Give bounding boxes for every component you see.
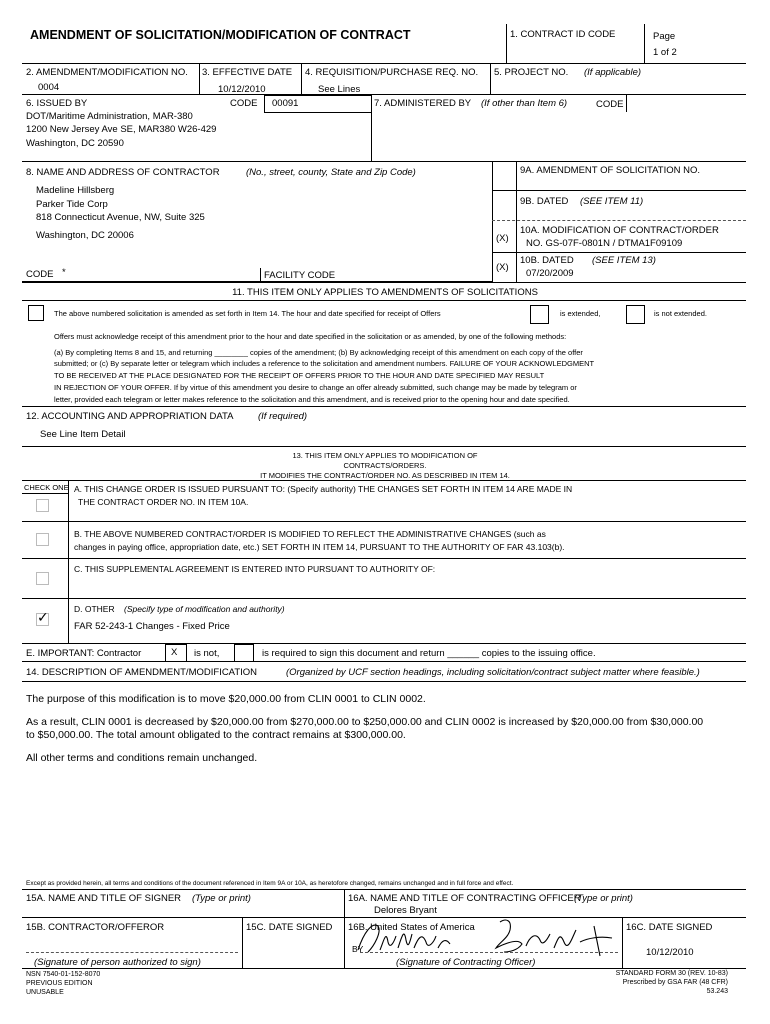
- item14-hint: (Organized by UCF section headings, including solicitation/contract subject matter where feasible.): [286, 667, 700, 678]
- rule: [26, 952, 238, 953]
- b10a-value: NO. GS-07F-0801N / DTMA1F09109: [526, 238, 683, 249]
- sig-15-hint: (Signature of person authorized to sign): [34, 957, 201, 968]
- rule: [22, 661, 746, 662]
- b10b-hint: (SEE ITEM 13): [592, 255, 656, 266]
- b16a-hint: (Type or print): [574, 893, 633, 904]
- rule: [22, 681, 746, 682]
- rule: [301, 63, 302, 95]
- is-required-checkbox[interactable]: [234, 644, 254, 662]
- b16a-label: 16A. NAME AND TITLE OF CONTRACTING OFFICER: [348, 893, 581, 904]
- is-extended-label: is extended,: [560, 309, 601, 318]
- b15b-label: 15B. CONTRACTOR/OFFEROR: [26, 922, 165, 933]
- rule: [22, 968, 746, 969]
- rule: [371, 94, 372, 162]
- methods-line5: letter, provided each telegram or letter makes reference to the solicitation and this amendment, and is received prior to the opening hour and date specified.: [54, 395, 570, 404]
- rule: [22, 63, 746, 64]
- rule: [360, 952, 618, 953]
- page-of: 1 of 2: [653, 47, 677, 58]
- item12-value: See Line Item Detail: [40, 429, 126, 440]
- nsn: NSN 7540-01-152-8070: [26, 971, 101, 978]
- b2-value: 0004: [38, 82, 60, 93]
- item11-amended-checkbox[interactable]: [28, 305, 44, 321]
- b8-hint: (No., street, county, State and Zip Code): [246, 167, 416, 178]
- item13d-label: D. OTHER: [74, 604, 115, 614]
- item13b-checkbox[interactable]: [36, 533, 49, 546]
- item14-para1: The purpose of this modification is to move $20,000.00 from CLIN 0001 to CLIN 0002.: [26, 693, 426, 705]
- contractor-code-label: CODE: [26, 269, 54, 280]
- previous-edition-2: UNUSABLE: [26, 989, 64, 996]
- rule: [22, 493, 68, 494]
- rule: [492, 252, 746, 253]
- rule: [22, 161, 746, 162]
- rule: [22, 521, 746, 522]
- item12-label: 12. ACCOUNTING AND APPROPRIATION DATA: [26, 411, 234, 422]
- rule: [490, 63, 491, 95]
- item11-line1: The above numbered solicitation is amended as set forth in Item 14. The hour and date specified for receipt of Offers: [54, 309, 441, 318]
- important-label: E. IMPORTANT: Contractor: [26, 648, 142, 659]
- rule: [22, 643, 746, 644]
- is-extended-checkbox[interactable]: [530, 305, 549, 324]
- item13c-checkbox[interactable]: [36, 572, 49, 585]
- rule: [260, 268, 261, 282]
- b6-label: 6. ISSUED BY: [26, 98, 88, 109]
- rule: [22, 406, 746, 407]
- rule: [22, 282, 746, 283]
- contractor-name: Madeline Hillsberg: [36, 185, 115, 196]
- b4-label: 4. REQUISITION/PURCHASE REQ. NO.: [305, 67, 479, 78]
- page-label: Page: [653, 31, 676, 42]
- rule: [22, 889, 746, 890]
- item13a-line2: THE CONTRACT ORDER NO. IN ITEM 10A.: [78, 497, 249, 507]
- b7-code-label: CODE: [596, 99, 624, 110]
- b10a-label: 10A. MODIFICATION OF CONTRACT/ORDER: [520, 225, 719, 236]
- is-required-label: is required to sign this document and return ______ copies to the issuing office.: [262, 648, 596, 659]
- x-mark-10a: (X): [496, 233, 509, 244]
- item12-hint: (If required): [258, 411, 308, 422]
- rule: [492, 220, 746, 221]
- rule: [242, 917, 243, 969]
- item13b-line2: changes in paying office, appropriation date, etc.) SET FORTH IN ITEM 14, PURSUANT TO THE AUTHORITY OF FAR 43.103(b).: [74, 542, 565, 552]
- item13a-checkbox[interactable]: [36, 499, 49, 512]
- issuer-line2: 1200 New Jersey Ave SE, MAR380 W26-429: [26, 124, 217, 135]
- methods-line2: submitted; or (c) By separate letter or telegram which includes a reference to the solicitation and amendment numbers. FAILURE OF YOUR ACKNOWLEDGMENT: [54, 359, 595, 368]
- rule: [22, 598, 746, 599]
- item14-label: 14. DESCRIPTION OF AMENDMENT/MODIFICATION: [26, 667, 258, 678]
- item13d-hint: (Specify type of modification and authority): [124, 604, 285, 614]
- b15a-label: 15A. NAME AND TITLE OF SIGNER: [26, 893, 182, 904]
- item13d-value: FAR 52-243-1 Changes - Fixed Price: [74, 621, 230, 632]
- rule: [344, 889, 345, 969]
- previous-edition-1: PREVIOUS EDITION: [26, 980, 93, 987]
- issuer-line1: DOT/Maritime Administration, MAR-380: [26, 111, 193, 122]
- rule: [516, 161, 517, 282]
- b5-hint: (If applicable): [584, 67, 642, 78]
- contractor-city: Washington, DC 20006: [36, 230, 134, 241]
- b4-value: See Lines: [318, 84, 361, 95]
- item13-heading-3: IT MODIFIES THE CONTRACT/ORDER NO. AS DESCRIBED IN ITEM 14.: [260, 471, 510, 480]
- by-label: BY: [352, 944, 364, 954]
- b1-label: 1. CONTRACT ID CODE: [510, 29, 616, 40]
- b16b-label: 16B. United States of America: [348, 922, 475, 933]
- except-line: Except as provided herein, all terms and conditions of the document referenced in Item 9A or 10A, as heretofore changed, remains unchanged and in full force and effect.: [26, 880, 514, 887]
- b5-label: 5. PROJECT NO.: [494, 67, 569, 78]
- item14-para2: As a result, CLIN 0001 is decreased by $20,000.00 from $270,000.00 to $250,000.00 and CLIN 0002 is increased by $20,000.00 from $30,000.00 to $50,000.00. The total amount obligated to the contract remains at $300,000.00.: [26, 716, 704, 741]
- item13-heading-2: CONTRACTS/ORDERS.: [343, 461, 427, 470]
- item13c-line1: C. THIS SUPPLEMENTAL AGREEMENT IS ENTERED INTO PURSUANT TO AUTHORITY OF:: [74, 564, 436, 574]
- item11-heading: 11. THIS ITEM ONLY APPLIES TO AMENDMENTS OF SOLICITATIONS: [232, 287, 538, 298]
- b3-value: 10/12/2010: [218, 84, 266, 95]
- b15c-label: 15C. DATE SIGNED: [246, 922, 333, 933]
- contractor-code-value: *: [62, 267, 66, 278]
- contractor-street: 818 Connecticut Avenue, NW, Suite 325: [36, 212, 205, 223]
- contracting-officer-signature: [350, 912, 650, 962]
- is-not-label: is not,: [194, 648, 220, 659]
- b8-label: 8. NAME AND ADDRESS OF CONTRACTOR: [26, 167, 220, 178]
- b16a-value: Delores Bryant: [374, 905, 437, 916]
- b7-label: 7. ADMINISTERED BY: [374, 98, 472, 109]
- rule: [22, 300, 746, 301]
- check-one-label: CHECK ONE: [24, 483, 69, 492]
- b10b-label: 10B. DATED: [520, 255, 574, 266]
- issuer-code-value: 00091: [272, 98, 299, 109]
- rule: [626, 94, 627, 112]
- rule: [22, 558, 746, 559]
- b10b-value: 07/20/2009: [526, 268, 574, 279]
- item13d-checkmark: ✓: [37, 609, 49, 625]
- is-not-extended-label: is not extended.: [654, 309, 707, 318]
- b9b-label: 9B. DATED: [520, 196, 569, 207]
- b7-hint: (If other than Item 6): [481, 98, 568, 109]
- contractor-company: Parker Tide Corp: [36, 199, 108, 210]
- prescribed-by: Prescribed by GSA FAR (48 CFR): [622, 979, 728, 986]
- rule: [199, 63, 200, 95]
- b3-label: 3. EFFECTIVE DATE: [202, 67, 293, 78]
- rule: [22, 94, 746, 95]
- standard-form: STANDARD FORM 30 (REV. 10-83): [615, 970, 728, 977]
- rule: [492, 190, 746, 191]
- rule: [492, 161, 493, 282]
- b9b-hint: (SEE ITEM 11): [580, 196, 644, 207]
- item13-heading-1: 13. THIS ITEM ONLY APPLIES TO MODIFICATION OF: [292, 451, 478, 460]
- rule: [22, 446, 746, 447]
- rule: [506, 24, 507, 64]
- form-title: AMENDMENT OF SOLICITATION/MODIFICATION OF CONTRACT: [30, 28, 411, 42]
- b15a-hint: (Type or print): [192, 893, 251, 904]
- x-mark-10b: (X): [496, 262, 509, 273]
- is-not-x-mark: X: [171, 647, 178, 658]
- rule: [68, 480, 69, 643]
- methods-line3: TO BE RECEIVED AT THE PLACE DESIGNATED FOR THE RECEIPT OF OFFERS PRIOR TO THE HOUR AND DATE SPECIFIED MAY RESULT: [54, 371, 545, 380]
- is-not-extended-checkbox[interactable]: [626, 305, 645, 324]
- item13b-line1: B. THE ABOVE NUMBERED CONTRACT/ORDER IS MODIFIED TO REFLECT THE ADMINISTRATIVE CHANGES (such as: [74, 529, 546, 539]
- b2-label: 2. AMENDMENT/MODIFICATION NO.: [26, 67, 188, 78]
- methods-line4: IN REJECTION OF YOUR OFFER. If by virtue of this amendment you desire to change an offer already submitted, such change may be made by telegram or: [54, 383, 577, 392]
- far-ref: 53.243: [706, 988, 728, 995]
- offers-line: Offers must acknowledge receipt of this amendment prior to the hour and date specified in the solicitation or as amended, by one of the following methods:: [54, 332, 567, 341]
- issuer-line3: Washington, DC 20590: [26, 138, 124, 149]
- b6-code-label: CODE: [230, 98, 258, 109]
- b9a-label: 9A. AMENDMENT OF SOLICITATION NO.: [520, 165, 700, 176]
- b16c-value: 10/12/2010: [646, 947, 694, 958]
- facility-code-label: FACILITY CODE: [264, 270, 336, 281]
- rule: [22, 480, 746, 481]
- methods-line1: (a) By completing Items 8 and 15, and returning ________ copies of the amendment; (b) By acknowledging receipt of this amendment on each copy of the offer: [54, 348, 583, 357]
- item13a-line1: A. THIS CHANGE ORDER IS ISSUED PURSUANT TO: (Specify authority) THE CHANGES SET FORTH IN ITEM 14 ARE MADE IN: [74, 484, 573, 494]
- rule: [644, 24, 645, 64]
- item14-para3: All other terms and conditions remain unchanged.: [26, 752, 258, 764]
- sig-16-hint: (Signature of Contracting Officer): [396, 957, 536, 968]
- b16c-label: 16C. DATE SIGNED: [626, 922, 713, 933]
